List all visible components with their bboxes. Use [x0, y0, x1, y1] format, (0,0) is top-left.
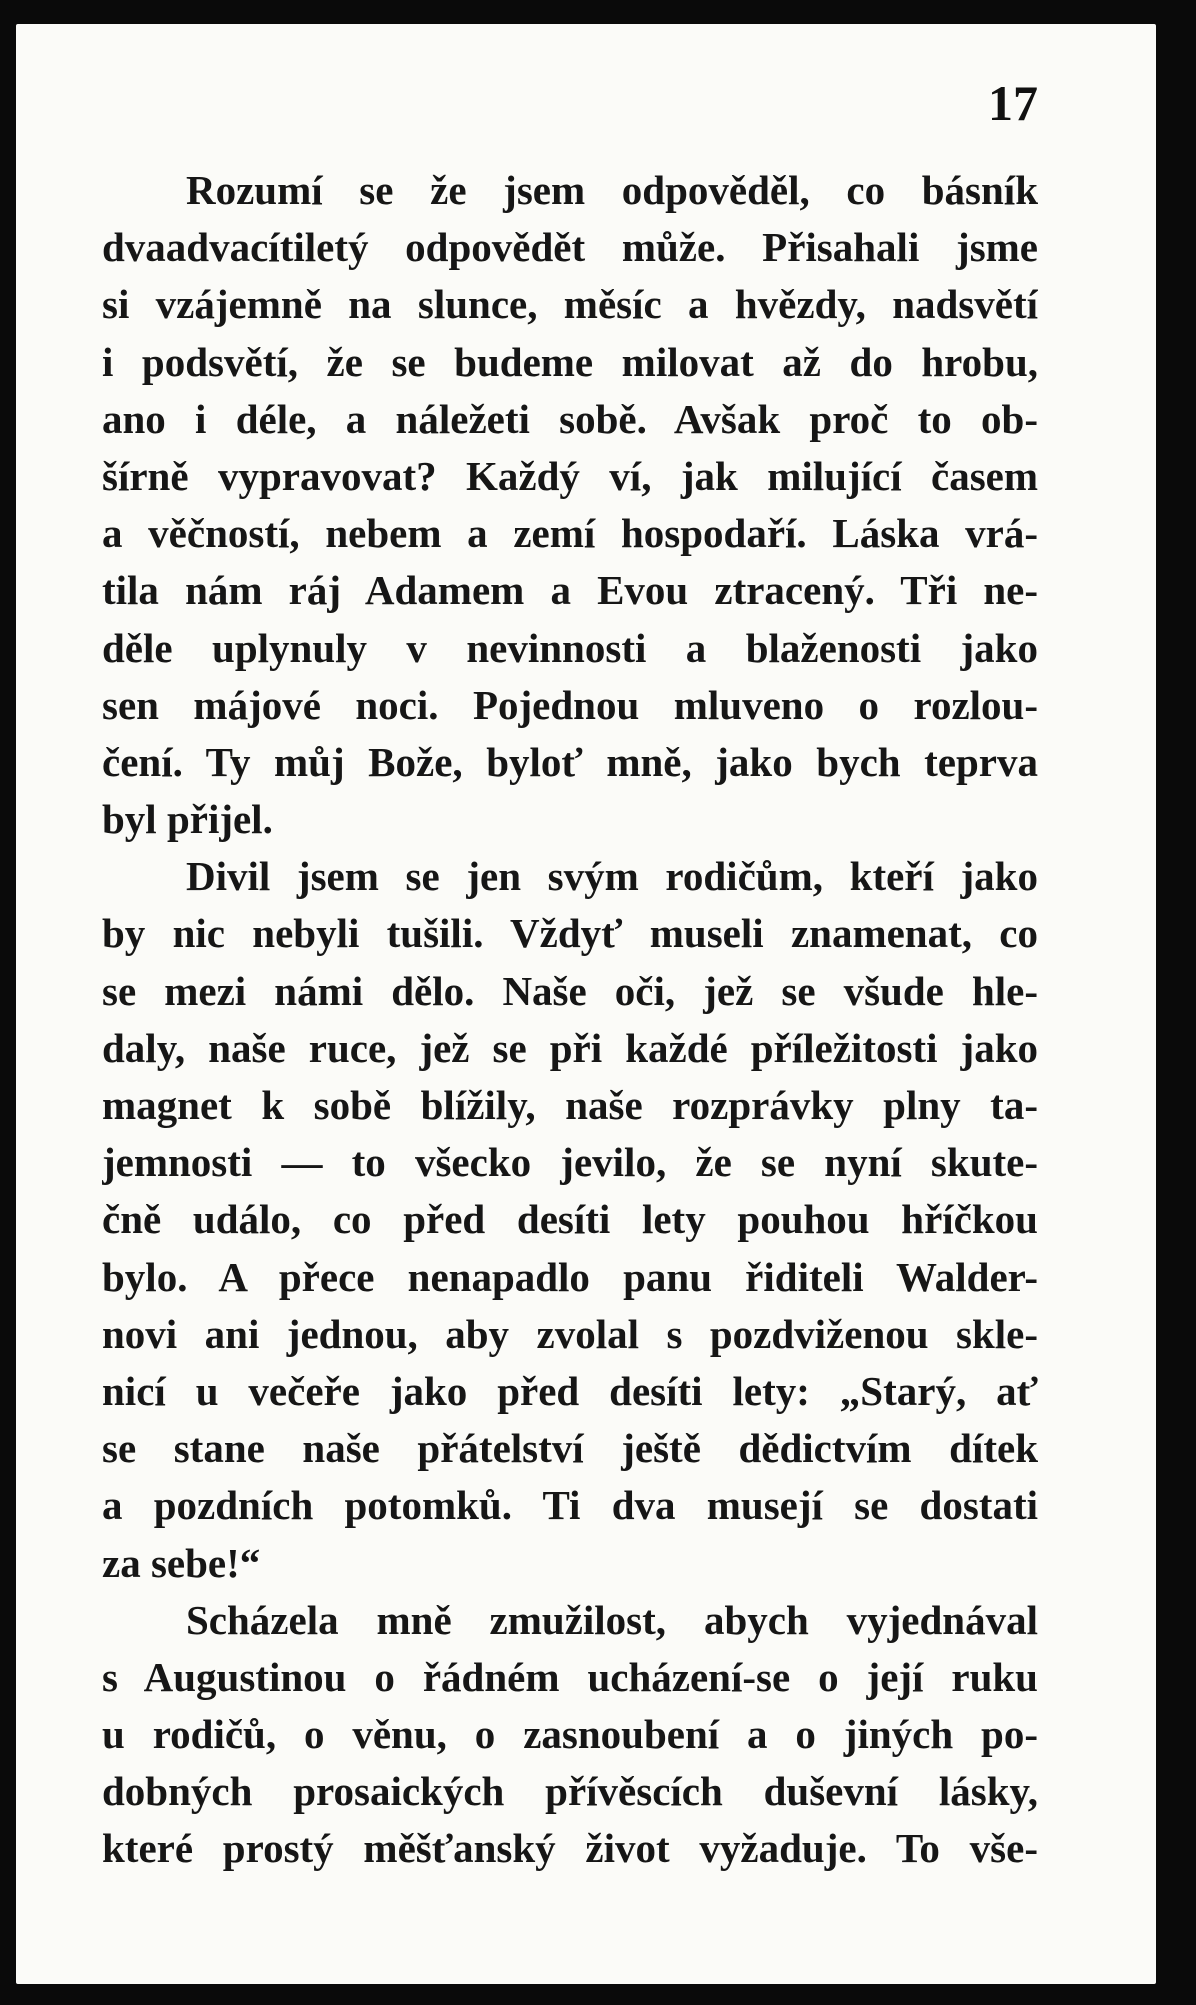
text-line: s Augustinou o řádném ucházení-se o její ruku	[102, 1653, 1038, 1700]
text-line: sen májové noci. Pojednou mluveno o rozlou-	[102, 681, 1038, 728]
text-line: které prostý měšťanský život vyžaduje. To vše-	[102, 1825, 1038, 1872]
text-line: čení. Ty můj Bože, byloť mně, jako bych teprva	[102, 738, 1038, 785]
text-line: nicí u večeře jako před desíti lety: „Starý, ať	[102, 1367, 1038, 1414]
text-line: jemnosti — to všecko jevilo, že se nyní skute-	[102, 1139, 1038, 1186]
text-line: dobných prosaických přívěscích duševní lásky,	[102, 1768, 1038, 1815]
text-line: daly, naše ruce, jež se při každé příležitosti jako	[102, 1024, 1038, 1071]
page-text	[102, 162, 1038, 1878]
text-line: magnet k sobě blížily, naše rozprávky plny ta-	[102, 1082, 1038, 1128]
text-line: dvaadvacítiletý odpovědět může. Přisahali jsme	[102, 224, 1038, 271]
text-line: a pozdních potomků. Ti dva musejí se dostati	[102, 1482, 1038, 1529]
text-line: tila nám ráj Adamem a Evou ztracený. Tři ne-	[102, 567, 1038, 614]
page-number: 17	[988, 75, 1038, 131]
text-line: děle uplynuly v nevinnosti a blaženosti jako	[102, 624, 1038, 671]
text-line: si vzájemně na slunce, měsíc a hvězdy, nadsvětí	[102, 281, 1038, 328]
text-line: u rodičů, o věnu, o zasnoubení a o jiných po-	[102, 1711, 1038, 1758]
text-line: Rozumí se že jsem odpověděl, co básník	[186, 167, 1038, 213]
text-line: se mezi námi dělo. Naše oči, jež se všude hle-	[102, 967, 1038, 1014]
text-line: i podsvětí, že se budeme milovat až do hrobu,	[102, 338, 1038, 385]
book-page	[16, 24, 1156, 1984]
text-line: Divil jsem se jen svým rodičům, kteří jako	[186, 853, 1038, 900]
text-line: novi ani jednou, aby zvolal s pozdviženou skle-	[102, 1310, 1038, 1357]
text-line: za sebe!“	[102, 1539, 261, 1586]
text-line: Scházela mně zmužilost, abych vyjednával	[186, 1596, 1038, 1643]
text-line: se stane naše přátelství ještě dědictvím dítek	[102, 1425, 1038, 1472]
text-line: šírně vypravovat? Každý ví, jak milující časem	[102, 452, 1038, 499]
text-line: bylo. A přece nenapadlo panu řiditeli Walder-	[102, 1253, 1038, 1300]
text-line: a věčností, nebem a zemí hospodaří. Láska vrá-	[102, 510, 1038, 557]
text-line: čně událo, co před desíti lety pouhou hříčkou	[102, 1196, 1038, 1243]
text-line: ano i déle, a náležeti sobě. Avšak proč to ob-	[102, 395, 1038, 442]
text-line: byl přijel.	[102, 796, 273, 843]
text-line: by nic nebyli tušili. Vždyť museli znamenat, co	[102, 910, 1038, 957]
